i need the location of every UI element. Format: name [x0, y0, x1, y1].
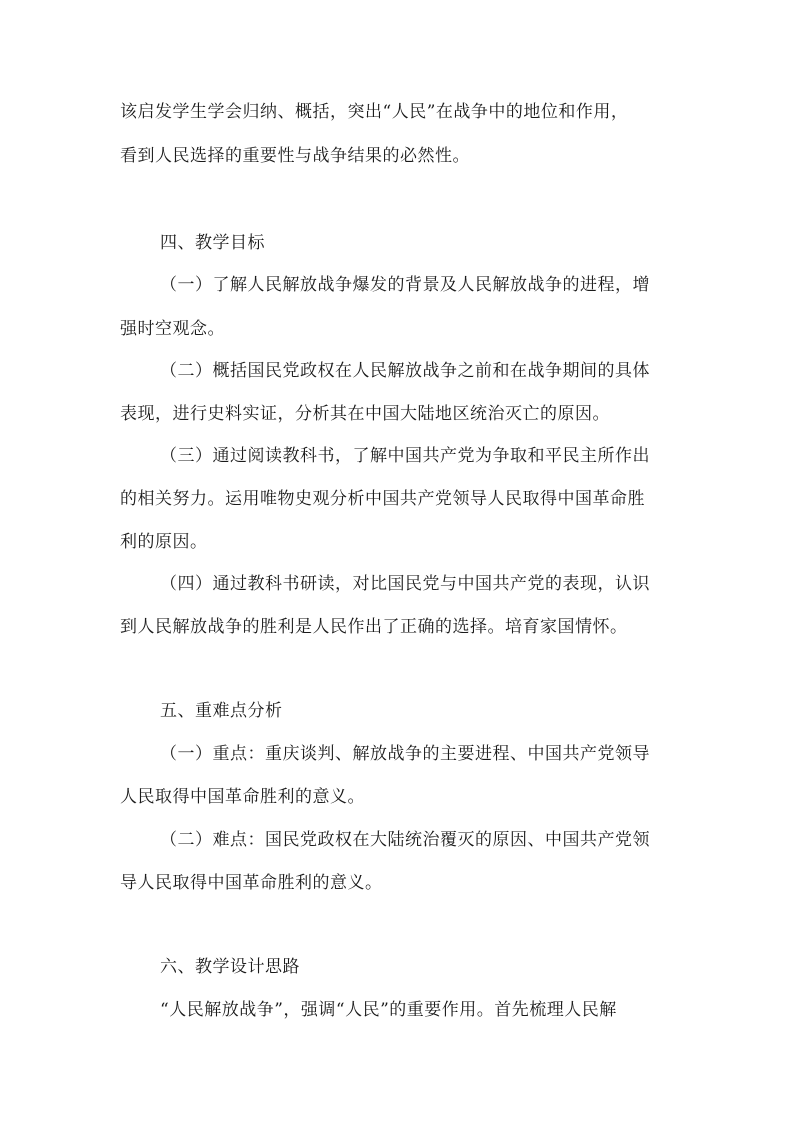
difficult-point-line-2: 导人民取得中国革命胜利的意义。 [120, 873, 383, 893]
objective-4-line-2: 到人民解放战争的胜利是人民作出了正确的选择。培育家国情怀。 [120, 617, 628, 637]
difficult-point-line-1: （二）难点：国民党政权在大陆统治覆灭的原因、中国共产党领 [160, 830, 650, 850]
objective-3-line-3: 利的原因。 [120, 532, 208, 552]
section-heading-design-ideas: 六、教学设计思路 [160, 957, 300, 977]
objective-1-line-1: （一）了解人民解放战争爆发的背景及人民解放战争的进程，增 [160, 275, 650, 295]
intro-line-2: 看到人民选择的重要性与战争结果的必然性。 [120, 146, 470, 166]
key-point-line-1: （一）重点：重庆谈判、解放战争的主要进程、中国共产党领导 [160, 744, 650, 764]
objective-2-line-1: （二）概括国民党政权在人民解放战争之前和在战争期间的具体 [160, 361, 650, 381]
objective-3-line-1: （三）通过阅读教科书，了解中国共产党为争取和平民主所作出 [160, 446, 650, 466]
section-heading-key-difficult-points: 五、重难点分析 [160, 701, 283, 721]
objective-1-line-2: 强时空观念。 [120, 319, 225, 339]
intro-line-1: 该启发学生学会归纳、概括，突出“人民”在战争中的地位和作用， [120, 102, 629, 122]
objective-3-line-2: 的相关努力。运用唯物史观分析中国共产党领导人民取得中国革命胜 [120, 489, 645, 509]
objective-4-line-1: （四）通过教科书研读，对比国民党与中国共产党的表现，认识 [160, 574, 650, 594]
key-point-line-2: 人民取得中国革命胜利的意义。 [120, 787, 365, 807]
section-heading-teaching-objectives: 四、教学目标 [160, 233, 265, 253]
objective-2-line-2: 表现，进行史料实证，分析其在中国大陆地区统治灭亡的原因。 [120, 404, 610, 424]
design-ideas-line-1: “人民解放战争”，强调“人民”的重要作用。首先梳理人民解 [160, 1000, 617, 1020]
